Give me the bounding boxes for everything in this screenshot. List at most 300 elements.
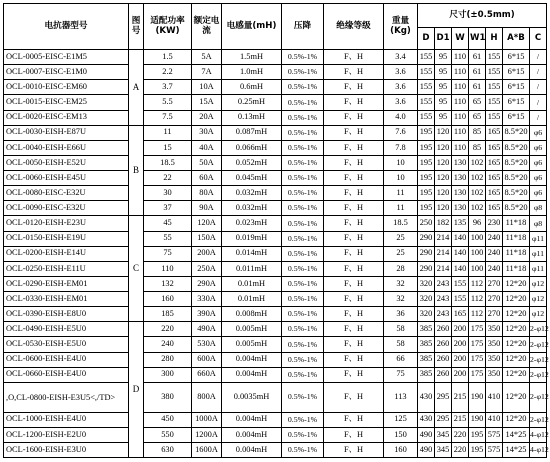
header-inductance: 电感量(mH) xyxy=(222,4,282,50)
cell-dim-w1: 61 xyxy=(469,80,486,95)
cell-dim-d: 430 xyxy=(418,382,435,412)
cell-current: 20A xyxy=(192,110,222,125)
cell-model: OCL-1200-EISH-E2U0 xyxy=(4,427,129,442)
table-row xyxy=(4,337,547,352)
cell-dim-w1: 100 xyxy=(469,246,486,261)
cell-current: 1000A xyxy=(192,412,222,427)
cell-dim-c: φ8 xyxy=(530,201,547,216)
cell-current: 40A xyxy=(192,140,222,155)
cell-power: 7.5 xyxy=(144,110,192,125)
cell-dim-h: 155 xyxy=(486,110,503,125)
cell-dim-w1: 100 xyxy=(469,231,486,246)
cell-power: 3.7 xyxy=(144,80,192,95)
cell-voltage-drop: 0.5%-1% xyxy=(282,110,324,125)
cell-dim-w: 110 xyxy=(452,65,469,80)
cell-insulation: F、H xyxy=(324,382,384,412)
cell-voltage-drop: 0.5%-1% xyxy=(282,155,324,170)
reactor-spec-table xyxy=(3,3,547,458)
cell-dim-c: 2-φ12 xyxy=(530,367,547,382)
cell-dim-c: φ6 xyxy=(530,140,547,155)
cell-current: 50A xyxy=(192,155,222,170)
header-dim-d1: D1 xyxy=(435,28,452,50)
cell-inductance: 0.0035mH xyxy=(222,382,282,412)
cell-insulation: F、H xyxy=(324,80,384,95)
cell-model: ,O,CL-0800-EISH-E3U5<,/TD> xyxy=(4,382,129,412)
header-dim-d: D xyxy=(418,28,435,50)
cell-dim-c: 2-φ12 xyxy=(530,382,547,412)
cell-dim-w: 110 xyxy=(452,80,469,95)
table-row xyxy=(4,352,547,367)
cell-insulation: F、H xyxy=(324,110,384,125)
cell-inductance: 1.0mH xyxy=(222,65,282,80)
cell-insulation: F、H xyxy=(324,50,384,65)
cell-dim-ab: 8.5*20 xyxy=(503,155,530,170)
cell-weight: 3.6 xyxy=(384,80,418,95)
cell-insulation: F、H xyxy=(324,140,384,155)
cell-power: 220 xyxy=(144,322,192,337)
table-row xyxy=(4,412,547,427)
header-weight: 重量(Kg) xyxy=(384,4,418,50)
cell-dim-w1: 102 xyxy=(469,155,486,170)
cell-inductance: 0.019mH xyxy=(222,231,282,246)
cell-dim-w1: 195 xyxy=(469,427,486,442)
table-row xyxy=(4,261,547,276)
cell-dim-d: 490 xyxy=(418,442,435,457)
cell-dim-ab: 12*20 xyxy=(503,276,530,291)
cell-inductance: 0.004mH xyxy=(222,442,282,457)
cell-current: 330A xyxy=(192,292,222,307)
cell-inductance: 0.032mH xyxy=(222,186,282,201)
cell-insulation: F、H xyxy=(324,352,384,367)
cell-power: 45 xyxy=(144,216,192,231)
cell-dim-h: 350 xyxy=(486,322,503,337)
cell-dim-h: 155 xyxy=(486,50,503,65)
cell-inductance: 0.032mH xyxy=(222,201,282,216)
cell-dim-d1: 260 xyxy=(435,352,452,367)
cell-dim-d: 320 xyxy=(418,292,435,307)
cell-dim-c: 4-φ12 xyxy=(530,427,547,442)
header-dim-w: W xyxy=(452,28,469,50)
cell-current: 150A xyxy=(192,231,222,246)
cell-weight: 28 xyxy=(384,261,418,276)
cell-dim-d: 155 xyxy=(418,65,435,80)
cell-weight: 18.5 xyxy=(384,216,418,231)
cell-dim-d: 385 xyxy=(418,322,435,337)
header-group: 图号 xyxy=(129,4,144,50)
cell-dim-d: 290 xyxy=(418,246,435,261)
cell-weight: 11 xyxy=(384,186,418,201)
cell-dim-ab: 12*20 xyxy=(503,382,530,412)
cell-dim-w: 110 xyxy=(452,125,469,140)
cell-weight: 58 xyxy=(384,322,418,337)
cell-dim-c: φ12 xyxy=(530,307,547,322)
cell-current: 60A xyxy=(192,171,222,186)
cell-dim-d1: 345 xyxy=(435,442,452,457)
cell-inductance: 0.25mH xyxy=(222,95,282,110)
cell-current: 600A xyxy=(192,352,222,367)
cell-dim-w: 200 xyxy=(452,367,469,382)
cell-dim-w: 140 xyxy=(452,246,469,261)
cell-power: 22 xyxy=(144,171,192,186)
cell-weight: 32 xyxy=(384,292,418,307)
cell-voltage-drop: 0.5%-1% xyxy=(282,412,324,427)
cell-current: 250A xyxy=(192,261,222,276)
table-row xyxy=(4,382,547,412)
header-dim-c: C xyxy=(530,28,547,50)
cell-dim-ab: 6*15 xyxy=(503,65,530,80)
cell-power: 18.5 xyxy=(144,155,192,170)
cell-dim-ab: 12*20 xyxy=(503,292,530,307)
cell-dim-ab: 12*20 xyxy=(503,352,530,367)
cell-dim-d1: 120 xyxy=(435,186,452,201)
cell-insulation: F、H xyxy=(324,337,384,352)
cell-dim-d1: 243 xyxy=(435,292,452,307)
cell-current: 5A xyxy=(192,50,222,65)
cell-dim-d: 385 xyxy=(418,337,435,352)
cell-weight: 75 xyxy=(384,367,418,382)
cell-dim-w1: 190 xyxy=(469,382,486,412)
cell-dim-w: 130 xyxy=(452,171,469,186)
cell-dim-c: φ12 xyxy=(530,292,547,307)
cell-dim-w: 130 xyxy=(452,155,469,170)
cell-voltage-drop: 0.5%-1% xyxy=(282,246,324,261)
cell-dim-ab: 12*20 xyxy=(503,412,530,427)
header-power: 适配功率(KW) xyxy=(144,4,192,50)
cell-dim-d: 430 xyxy=(418,412,435,427)
cell-dim-d1: 345 xyxy=(435,427,452,442)
cell-inductance: 0.004mH xyxy=(222,427,282,442)
cell-current: 1600A xyxy=(192,442,222,457)
cell-voltage-drop: 0.5%-1% xyxy=(282,261,324,276)
cell-dim-ab: 11*18 xyxy=(503,216,530,231)
cell-dim-w1: 102 xyxy=(469,171,486,186)
cell-model: OCL-0390-EISH-E8U0 xyxy=(4,307,129,322)
cell-dim-w1: 175 xyxy=(469,322,486,337)
cell-model: OCL-0250-EISH-E11U xyxy=(4,261,129,276)
cell-dim-d1: 214 xyxy=(435,246,452,261)
cell-inductance: 0.045mH xyxy=(222,171,282,186)
cell-voltage-drop: 0.5%-1% xyxy=(282,442,324,457)
cell-dim-d: 155 xyxy=(418,80,435,95)
cell-dim-c: 2-φ12 xyxy=(530,412,547,427)
cell-power: 11 xyxy=(144,125,192,140)
cell-dim-h: 410 xyxy=(486,412,503,427)
cell-dim-ab: 6*15 xyxy=(503,80,530,95)
cell-dim-w: 220 xyxy=(452,427,469,442)
cell-weight: 58 xyxy=(384,337,418,352)
cell-dim-d1: 182 xyxy=(435,216,452,231)
cell-current: 10A xyxy=(192,80,222,95)
cell-insulation: F、H xyxy=(324,95,384,110)
cell-dim-d1: 120 xyxy=(435,125,452,140)
cell-inductance: 0.005mH xyxy=(222,322,282,337)
cell-dim-c: 2-φ12 xyxy=(530,322,547,337)
cell-inductance: 0.008mH xyxy=(222,307,282,322)
cell-power: 2.2 xyxy=(144,65,192,80)
cell-dim-w1: 61 xyxy=(469,50,486,65)
cell-dim-h: 350 xyxy=(486,367,503,382)
cell-dim-w1: 65 xyxy=(469,95,486,110)
cell-current: 200A xyxy=(192,246,222,261)
cell-dim-w: 215 xyxy=(452,382,469,412)
cell-dim-h: 350 xyxy=(486,337,503,352)
cell-inductance: 0.066mH xyxy=(222,140,282,155)
cell-dim-d: 155 xyxy=(418,110,435,125)
cell-dim-w1: 175 xyxy=(469,337,486,352)
cell-weight: 25 xyxy=(384,246,418,261)
cell-dim-w1: 85 xyxy=(469,125,486,140)
cell-voltage-drop: 0.5%-1% xyxy=(282,231,324,246)
cell-voltage-drop: 0.5%-1% xyxy=(282,201,324,216)
cell-model: OCL-0330-EISH-EM01 xyxy=(4,292,129,307)
cell-dim-h: 240 xyxy=(486,246,503,261)
cell-model: OCL-0530-EISH-E5U0 xyxy=(4,337,129,352)
cell-dim-d1: 260 xyxy=(435,322,452,337)
cell-dim-h: 165 xyxy=(486,201,503,216)
table-row xyxy=(4,246,547,261)
cell-voltage-drop: 0.5%-1% xyxy=(282,50,324,65)
cell-dim-w: 155 xyxy=(452,292,469,307)
cell-power: 15 xyxy=(144,140,192,155)
cell-inductance: 0.004mH xyxy=(222,367,282,382)
cell-insulation: F、H xyxy=(324,427,384,442)
cell-dim-w1: 112 xyxy=(469,292,486,307)
cell-voltage-drop: 0.5%-1% xyxy=(282,125,324,140)
table-row xyxy=(4,140,547,155)
cell-dim-w: 215 xyxy=(452,412,469,427)
cell-dim-c: φ11 xyxy=(530,231,547,246)
cell-dim-d: 195 xyxy=(418,186,435,201)
cell-inductance: 0.01mH xyxy=(222,292,282,307)
cell-dim-w1: 61 xyxy=(469,65,486,80)
cell-power: 630 xyxy=(144,442,192,457)
table-row xyxy=(4,442,547,457)
cell-dim-d1: 214 xyxy=(435,231,452,246)
cell-dim-w1: 112 xyxy=(469,276,486,291)
cell-dim-d: 195 xyxy=(418,125,435,140)
cell-insulation: F、H xyxy=(324,216,384,231)
cell-dim-ab: 11*18 xyxy=(503,231,530,246)
cell-dim-c: / xyxy=(530,95,547,110)
cell-dim-h: 155 xyxy=(486,95,503,110)
cell-dim-d: 490 xyxy=(418,427,435,442)
cell-current: 290A xyxy=(192,276,222,291)
cell-current: 80A xyxy=(192,186,222,201)
cell-dim-w1: 102 xyxy=(469,186,486,201)
cell-current: 90A xyxy=(192,201,222,216)
cell-model: OCL-0020-EISC-EM13 xyxy=(4,110,129,125)
header-dimensions: 尺寸(±0.5mm) xyxy=(418,4,547,28)
cell-dim-h: 350 xyxy=(486,352,503,367)
cell-voltage-drop: 0.5%-1% xyxy=(282,382,324,412)
cell-dim-d: 195 xyxy=(418,140,435,155)
cell-dim-h: 155 xyxy=(486,80,503,95)
cell-dim-c: φ12 xyxy=(530,276,547,291)
cell-insulation: F、H xyxy=(324,155,384,170)
cell-power: 450 xyxy=(144,412,192,427)
cell-insulation: F、H xyxy=(324,292,384,307)
cell-dim-h: 230 xyxy=(486,216,503,231)
cell-dim-w: 200 xyxy=(452,322,469,337)
cell-dim-w1: 65 xyxy=(469,110,486,125)
cell-dim-w1: 85 xyxy=(469,140,486,155)
header-current: 额定电流 xyxy=(192,4,222,50)
cell-current: 120A xyxy=(192,216,222,231)
cell-voltage-drop: 0.5%-1% xyxy=(282,171,324,186)
cell-dim-ab: 8.5*20 xyxy=(503,140,530,155)
cell-weight: 3.6 xyxy=(384,95,418,110)
cell-dim-ab: 12*20 xyxy=(503,337,530,352)
table-row xyxy=(4,95,547,110)
cell-model: OCL-0660-EISH-E4U0 xyxy=(4,367,129,382)
header-model: 电抗器型号 xyxy=(4,4,129,50)
cell-dim-w: 135 xyxy=(452,216,469,231)
cell-model: OCL-0060-EISH-E45U xyxy=(4,171,129,186)
cell-dim-ab: 6*15 xyxy=(503,50,530,65)
cell-dim-ab: 12*20 xyxy=(503,367,530,382)
cell-dim-h: 155 xyxy=(486,65,503,80)
cell-dim-w1: 102 xyxy=(469,201,486,216)
cell-voltage-drop: 0.5%-1% xyxy=(282,307,324,322)
cell-dim-d1: 260 xyxy=(435,337,452,352)
cell-dim-c: φ6 xyxy=(530,171,547,186)
cell-dim-w: 110 xyxy=(452,95,469,110)
cell-voltage-drop: 0.5%-1% xyxy=(282,216,324,231)
cell-dim-w1: 175 xyxy=(469,352,486,367)
cell-dim-d1: 295 xyxy=(435,412,452,427)
cell-power: 75 xyxy=(144,246,192,261)
cell-voltage-drop: 0.5%-1% xyxy=(282,322,324,337)
cell-dim-c: φ8 xyxy=(530,216,547,231)
cell-dim-d1: 95 xyxy=(435,110,452,125)
cell-dim-w1: 190 xyxy=(469,412,486,427)
cell-insulation: F、H xyxy=(324,65,384,80)
cell-dim-ab: 6*15 xyxy=(503,110,530,125)
cell-dim-d1: 120 xyxy=(435,140,452,155)
cell-voltage-drop: 0.5%-1% xyxy=(282,352,324,367)
cell-dim-c: φ6 xyxy=(530,186,547,201)
cell-weight: 150 xyxy=(384,427,418,442)
cell-inductance: 0.052mH xyxy=(222,155,282,170)
cell-dim-w1: 175 xyxy=(469,367,486,382)
cell-dim-d: 290 xyxy=(418,261,435,276)
cell-dim-h: 575 xyxy=(486,442,503,457)
cell-weight: 7.8 xyxy=(384,140,418,155)
cell-model: OCL-0600-EISH-E4U0 xyxy=(4,352,129,367)
cell-model: OCL-0050-EISH-E52U xyxy=(4,155,129,170)
cell-dim-d: 320 xyxy=(418,276,435,291)
cell-inductance: 0.014mH xyxy=(222,246,282,261)
cell-weight: 11 xyxy=(384,201,418,216)
cell-dim-d: 195 xyxy=(418,201,435,216)
cell-dim-w1: 195 xyxy=(469,442,486,457)
cell-insulation: F、H xyxy=(324,307,384,322)
cell-dim-d: 155 xyxy=(418,95,435,110)
cell-dim-h: 165 xyxy=(486,140,503,155)
table-row xyxy=(4,322,547,337)
cell-voltage-drop: 0.5%-1% xyxy=(282,140,324,155)
cell-dim-d: 320 xyxy=(418,307,435,322)
cell-inductance: 0.004mH xyxy=(222,412,282,427)
cell-model: OCL-0080-EISC-E32U xyxy=(4,186,129,201)
cell-dim-c: / xyxy=(530,80,547,95)
cell-dim-h: 575 xyxy=(486,427,503,442)
cell-voltage-drop: 0.5%-1% xyxy=(282,337,324,352)
cell-voltage-drop: 0.5%-1% xyxy=(282,95,324,110)
cell-dim-d1: 95 xyxy=(435,80,452,95)
group-label: A xyxy=(129,50,144,126)
cell-dim-h: 165 xyxy=(486,171,503,186)
cell-inductance: 0.13mH xyxy=(222,110,282,125)
header-dim-h: H xyxy=(486,28,503,50)
cell-weight: 10 xyxy=(384,171,418,186)
cell-voltage-drop: 0.5%-1% xyxy=(282,427,324,442)
cell-dim-h: 410 xyxy=(486,382,503,412)
cell-insulation: F、H xyxy=(324,276,384,291)
cell-power: 300 xyxy=(144,367,192,382)
cell-dim-c: 2-φ12 xyxy=(530,337,547,352)
header-voltage-drop: 压降 xyxy=(282,4,324,50)
cell-dim-d1: 295 xyxy=(435,382,452,412)
cell-model: OCL-0005-EISC-E1M5 xyxy=(4,50,129,65)
cell-dim-c: / xyxy=(530,50,547,65)
cell-dim-c: 4-φ12 xyxy=(530,442,547,457)
cell-dim-ab: 8.5*20 xyxy=(503,186,530,201)
cell-dim-w: 130 xyxy=(452,186,469,201)
cell-dim-d: 385 xyxy=(418,352,435,367)
cell-dim-w1: 112 xyxy=(469,307,486,322)
cell-model: OCL-0120-EISH-E23U xyxy=(4,216,129,231)
cell-voltage-drop: 0.5%-1% xyxy=(282,367,324,382)
cell-model: OCL-0150-EISH-E19U xyxy=(4,231,129,246)
cell-weight: 32 xyxy=(384,276,418,291)
cell-dim-c: φ6 xyxy=(530,125,547,140)
cell-dim-w: 220 xyxy=(452,442,469,457)
cell-dim-d1: 95 xyxy=(435,95,452,110)
cell-current: 15A xyxy=(192,95,222,110)
cell-dim-d1: 120 xyxy=(435,155,452,170)
cell-dim-w: 200 xyxy=(452,352,469,367)
cell-voltage-drop: 0.5%-1% xyxy=(282,276,324,291)
cell-dim-ab: 8.5*20 xyxy=(503,125,530,140)
cell-dim-d1: 95 xyxy=(435,50,452,65)
cell-dim-d1: 243 xyxy=(435,276,452,291)
cell-power: 280 xyxy=(144,352,192,367)
table-row xyxy=(4,201,547,216)
cell-dim-d: 250 xyxy=(418,216,435,231)
table-row xyxy=(4,65,547,80)
cell-model: OCL-0200-EISH-E14U xyxy=(4,246,129,261)
cell-dim-d1: 120 xyxy=(435,171,452,186)
cell-model: OCL-0010-EISC-EM60 xyxy=(4,80,129,95)
cell-model: OCL-1000-EISH-E4U0 xyxy=(4,412,129,427)
table-row xyxy=(4,427,547,442)
cell-insulation: F、H xyxy=(324,442,384,457)
cell-power: 240 xyxy=(144,337,192,352)
table-row xyxy=(4,80,547,95)
cell-dim-w: 165 xyxy=(452,307,469,322)
cell-insulation: F、H xyxy=(324,125,384,140)
cell-dim-h: 240 xyxy=(486,231,503,246)
cell-insulation: F、H xyxy=(324,246,384,261)
cell-dim-w1: 100 xyxy=(469,261,486,276)
cell-dim-c: φ11 xyxy=(530,261,547,276)
table-row xyxy=(4,125,547,140)
cell-model: OCL-0290-EISH-EM01 xyxy=(4,276,129,291)
cell-dim-d: 195 xyxy=(418,155,435,170)
cell-inductance: 0.01mH xyxy=(222,276,282,291)
group-label: D xyxy=(129,322,144,458)
